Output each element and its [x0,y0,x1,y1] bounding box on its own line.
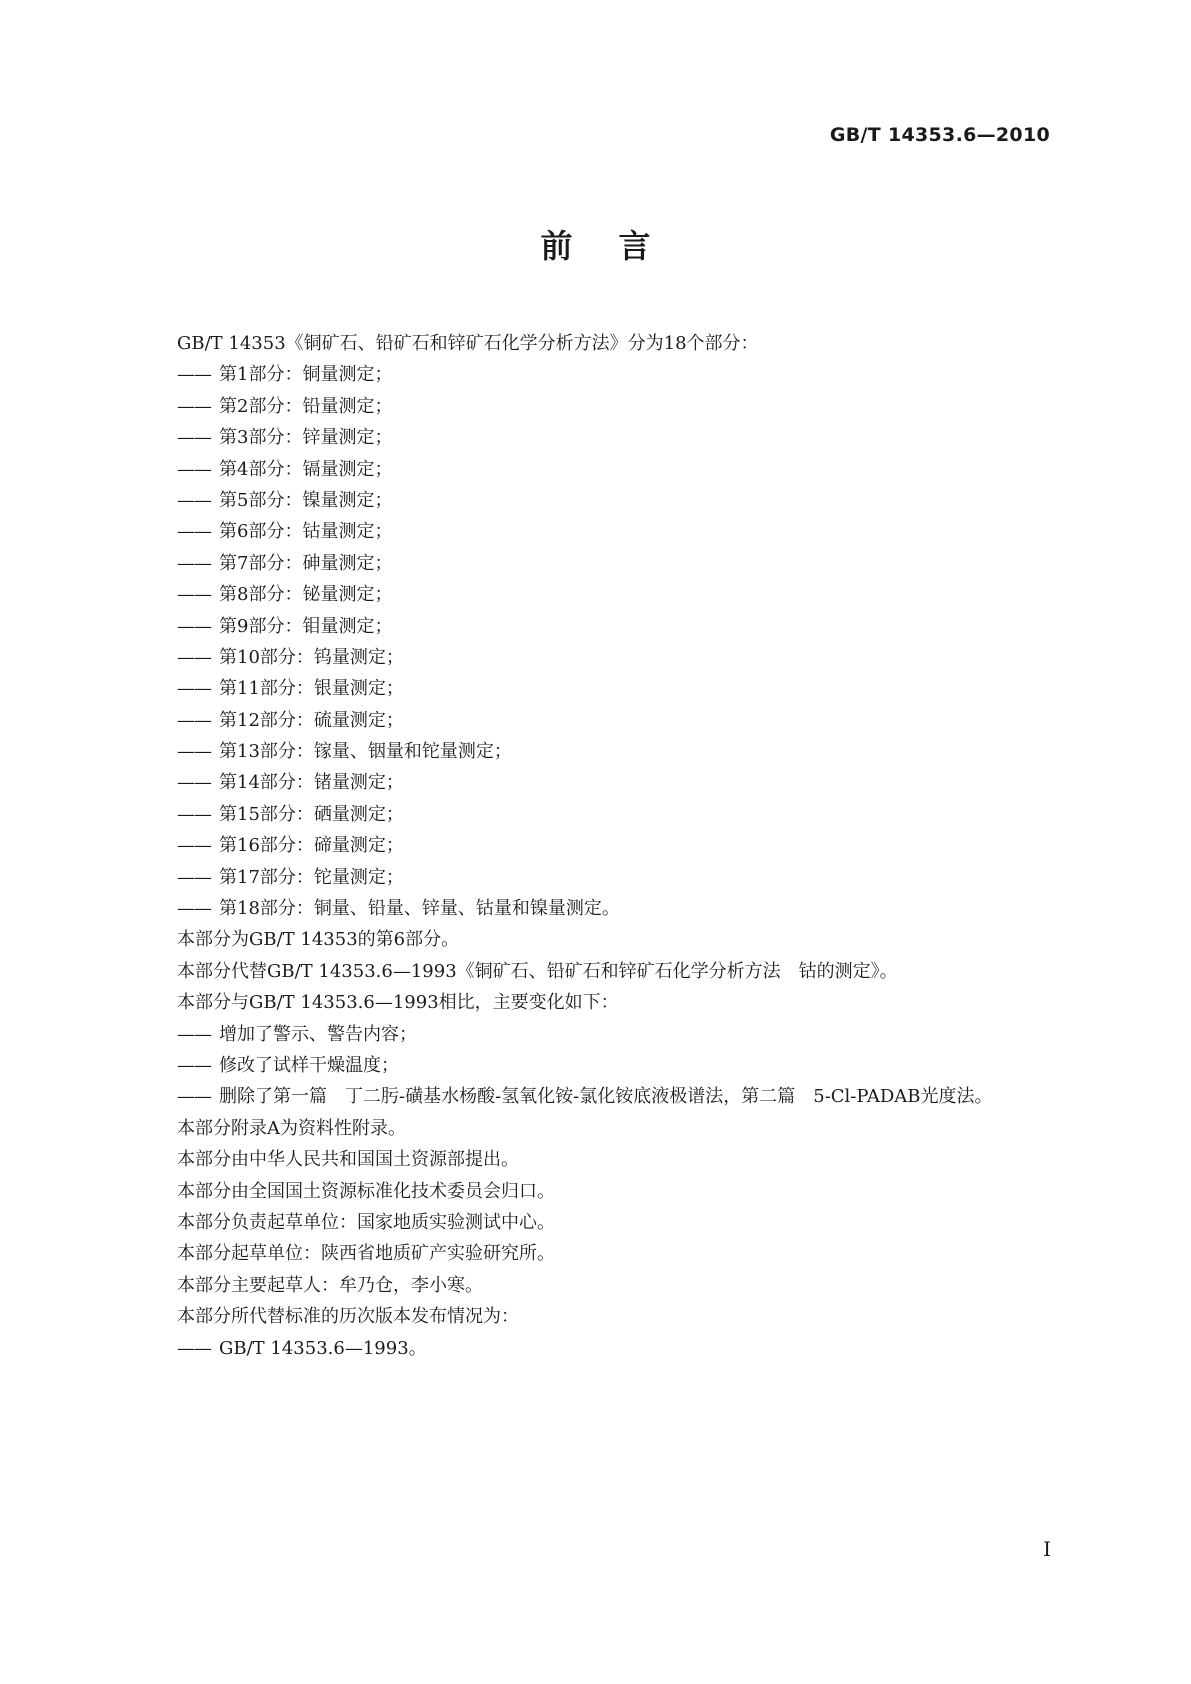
part-label: 第7部分：砷量测定； [219,552,393,574]
list-item [177,767,1057,798]
responsible-drafter-statement: 本部分负责起草单位：国家地质实验测试中心。 [177,1211,555,1233]
dash-marker: —— [177,678,211,700]
dash-marker: —— [177,803,211,825]
change-label: 修改了试样干燥温度； [219,1054,399,1076]
part-label: 第10部分：钨量测定； [219,646,404,668]
list-item [177,516,1057,547]
change-label: 增加了警示、警告内容； [219,1023,417,1045]
dash-marker: —— [177,1023,211,1045]
list-item [177,548,1057,579]
part-label: 第6部分：钴量测定； [219,521,393,543]
part-label: 第18部分：铜量、铅量、锌量、钴量和镍量测定。 [219,898,620,920]
list-item [177,862,1057,893]
change-label: 删除了第一篇 丁二肟-磺基水杨酸-氢氧化铵-氯化铵底液极谱法，第二篇 5-Cl-PADAB光度法。 [219,1086,993,1108]
list-item [177,485,1057,516]
dash-marker: —— [177,427,211,449]
list-item [177,642,1057,673]
part-label: 第4部分：镉量测定； [219,458,393,480]
dash-marker: —— [177,615,211,637]
appendix-statement: 本部分附录A为资料性附录。 [177,1117,406,1139]
part-label: 第17部分：铊量测定； [219,866,404,888]
dash-marker: —— [177,898,211,920]
list-item [177,673,1057,704]
part-label: 第9部分：钼量测定； [219,615,393,637]
proposer-statement: 本部分由中华人民共和国国土资源部提出。 [177,1149,519,1171]
part-label: 第11部分：银量测定； [219,678,404,700]
dash-marker: —— [177,521,211,543]
part-of-statement: 本部分为GB/T 14353的第6部分。 [177,929,460,951]
list-item [177,1050,1057,1081]
dash-marker: —— [177,646,211,668]
dash-marker: —— [177,489,211,511]
part-label: 第3部分：锌量测定； [219,427,393,449]
list-item [177,579,1057,610]
dash-marker: —— [177,458,211,480]
list-item [177,830,1057,861]
list-item [177,1019,1057,1050]
replaces-statement: 本部分代替GB/T 14353.6—1993《铜矿石、铅矿石和锌矿石化学分析方法 钴的测定》。 [177,960,898,982]
dash-marker: —— [177,866,211,888]
changes-intro: 本部分与GB/T 14353.6—1993相比，主要变化如下： [177,992,619,1014]
page-number: I [1043,1537,1051,1561]
committee-statement: 本部分由全国国土资源标准化技术委员会归口。 [177,1180,555,1202]
parts-list [177,359,1057,924]
dash-marker: —— [177,709,211,731]
part-label: 第5部分：镍量测定； [219,489,393,511]
part-label: 第12部分：硫量测定； [219,709,404,731]
foreword-body [177,328,1057,1364]
dash-marker: —— [177,395,211,417]
part-label: 第13部分：镓量、铟量和铊量测定； [219,741,512,763]
dash-marker: —— [177,1054,211,1076]
list-item [177,454,1057,485]
dash-marker: —— [177,552,211,574]
list-item [177,1081,1057,1112]
list-item [177,705,1057,736]
list-item [177,391,1057,422]
dash-marker: —— [177,364,211,386]
part-label: 第1部分：铜量测定； [219,364,393,386]
dash-marker: —— [177,741,211,763]
page-title: 前言 [540,227,697,265]
previous-version-label: GB/T 14353.6—1993。 [219,1337,427,1359]
part-label: 第8部分：铋量测定； [219,584,393,606]
list-item [177,893,1057,924]
previous-versions-intro: 本部分所代替标准的历次版本发布情况为： [177,1306,519,1328]
part-label: 第14部分：锗量测定； [219,772,404,794]
dash-marker: —— [177,584,211,606]
list-item [177,359,1057,390]
list-item [177,799,1057,830]
part-label: 第2部分：铅量测定； [219,395,393,417]
dash-marker: —— [177,1337,211,1359]
list-item [177,736,1057,767]
intro-paragraph: GB/T 14353《铜矿石、铅矿石和锌矿石化学分析方法》分为18个部分： [177,333,759,354]
list-item [177,1333,1057,1364]
part-label: 第16部分：碲量测定； [219,835,404,857]
dash-marker: —— [177,835,211,857]
list-item [177,422,1057,453]
drafting-unit-statement: 本部分起草单位：陕西省地质矿产实验研究所。 [177,1243,555,1265]
list-item [177,611,1057,642]
main-drafters-statement: 本部分主要起草人：牟乃仓，李小寒。 [177,1274,483,1296]
dash-marker: —— [177,772,211,794]
standard-number: GB/T 14353.6—2010 [829,124,1050,146]
dash-marker: —— [177,1086,211,1108]
part-label: 第15部分：硒量测定； [219,803,404,825]
changes-list [177,1019,1057,1113]
